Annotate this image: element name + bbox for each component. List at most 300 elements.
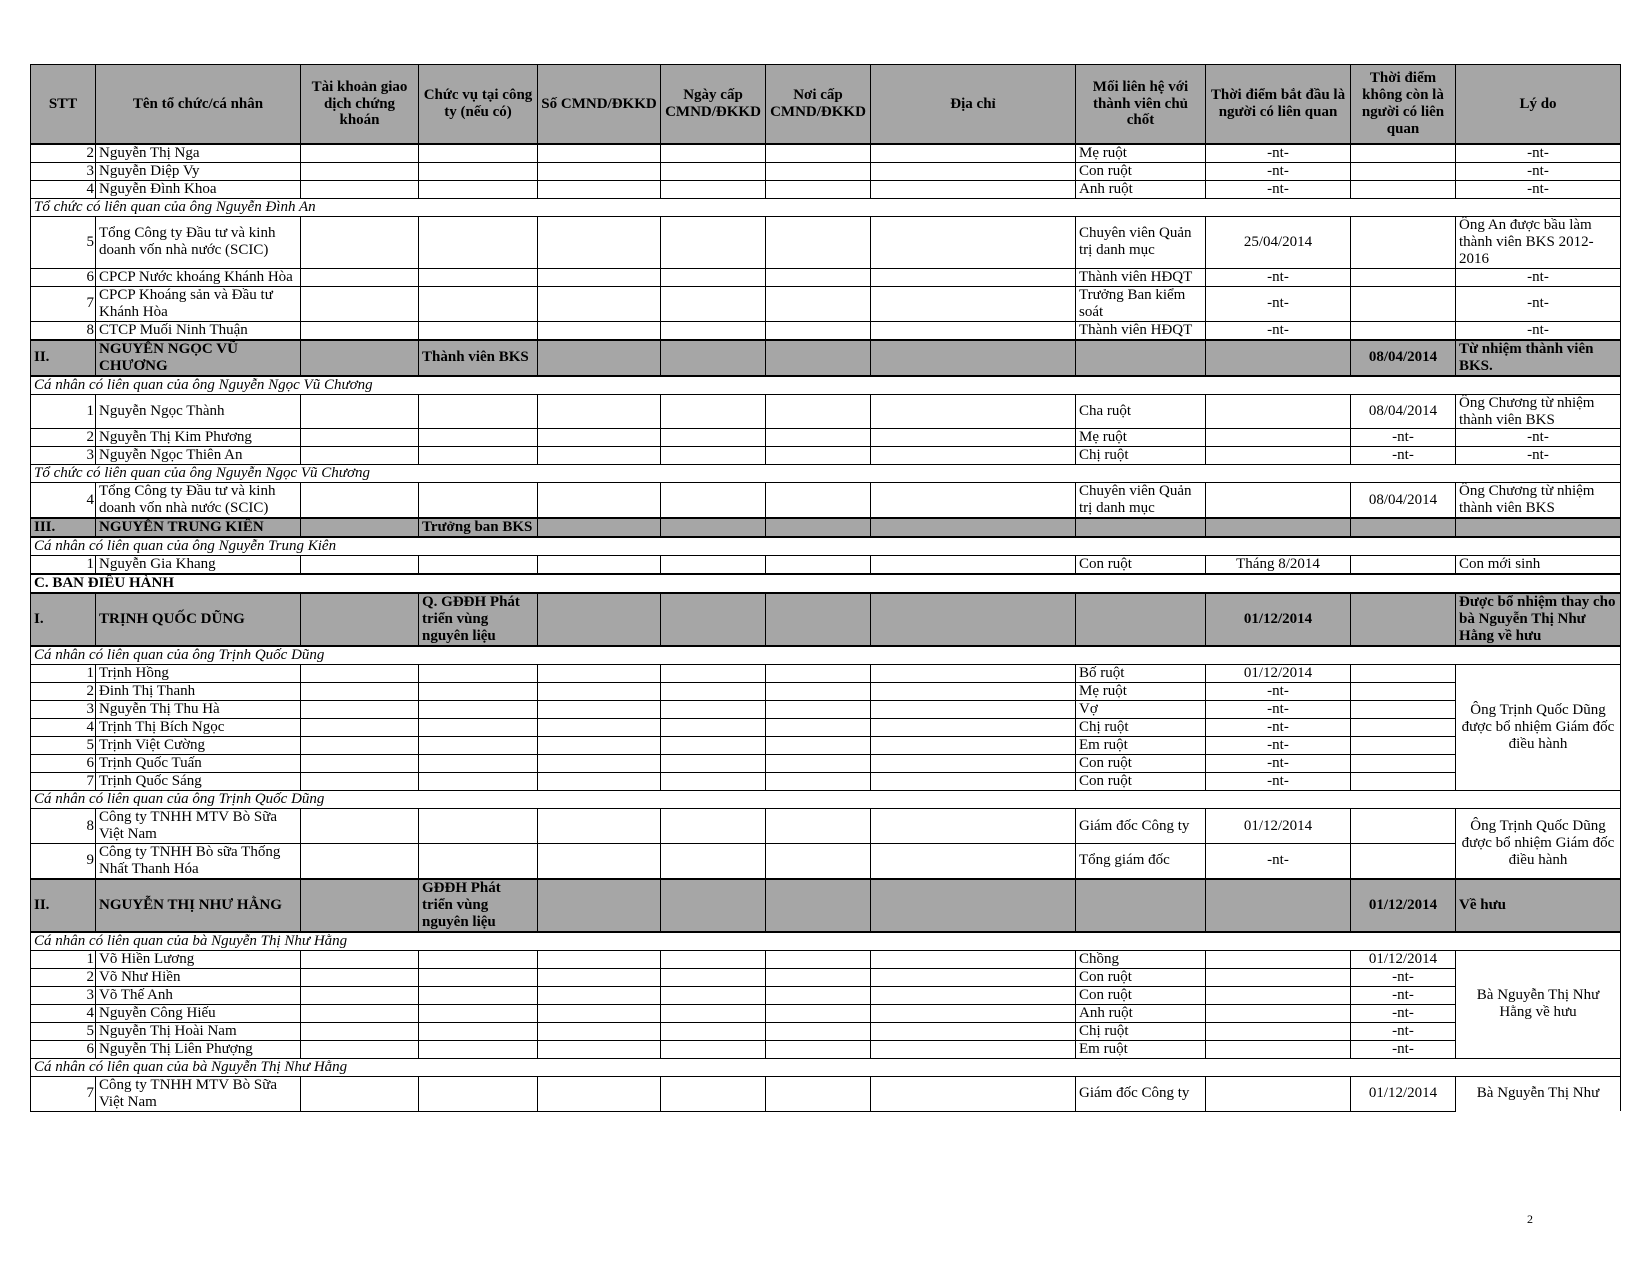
cell-id-issue-place [766, 809, 871, 844]
cell-address [871, 286, 1076, 321]
cell-relationship: Con ruột [1076, 986, 1206, 1004]
cell-id-issue-place [766, 665, 871, 683]
cell-name: CPCP Khoáng sản và Đầu tư Khánh Hòa [96, 286, 301, 321]
cell-id-issue-place [766, 163, 871, 181]
cell-start-time: Tháng 8/2014 [1206, 556, 1351, 575]
cell-end-time [1351, 719, 1456, 737]
cell-reason: -nt- [1456, 429, 1621, 447]
cell-relationship [1076, 593, 1206, 646]
cell-address [871, 701, 1076, 719]
cell-position [419, 968, 538, 986]
cell-start-time: -nt- [1206, 286, 1351, 321]
cell-account [301, 321, 419, 340]
cell-relationship: Thành viên HĐQT [1076, 268, 1206, 286]
table-row [31, 701, 1621, 719]
cell-start-time: -nt- [1206, 755, 1351, 773]
cell-address [871, 268, 1076, 286]
section-label: Cá nhân có liên quan của ông Trịnh Quốc Dũng [31, 646, 1621, 665]
cell-id-number [538, 986, 661, 1004]
cell-address [871, 217, 1076, 269]
cell-account [301, 737, 419, 755]
cell-account [301, 340, 419, 376]
cell-id-issue-date [661, 844, 766, 879]
cell-id-number [538, 447, 661, 465]
key-person-row [31, 879, 1621, 932]
cell-id-issue-place [766, 737, 871, 755]
cell-start-time [1206, 429, 1351, 447]
cell-position: Q. GĐĐH Phát triển vùng nguyên liệu [419, 593, 538, 646]
cell-id-number [538, 144, 661, 163]
cell-relationship: Bố ruột [1076, 665, 1206, 683]
cell-start-time: -nt- [1206, 773, 1351, 791]
cell-relationship: Trưởng Ban kiểm soát [1076, 286, 1206, 321]
cell-name: Đinh Thị Thanh [96, 683, 301, 701]
cell-address [871, 809, 1076, 844]
cell-id-issue-date [661, 483, 766, 518]
table-row [31, 755, 1621, 773]
cell-address [871, 1076, 1076, 1111]
cell-end-time: 01/12/2014 [1351, 879, 1456, 932]
cell-name: Tổng Công ty Đầu tư và kinh doanh vốn nhà nước (SCIC) [96, 217, 301, 269]
cell-id-issue-date [661, 1022, 766, 1040]
cell-relationship [1076, 340, 1206, 376]
cell-end-time [1351, 181, 1456, 199]
cell-relationship: Em ruột [1076, 737, 1206, 755]
cell-start-time [1206, 1076, 1351, 1111]
cell-end-time: 01/12/2014 [1351, 950, 1456, 968]
cell-stt: II. [31, 340, 96, 376]
column-header-start-time: Thời điểm bắt đầu là người có liên quan [1206, 65, 1351, 145]
cell-reason: Bà Nguyễn Thị Như [1456, 1076, 1621, 1111]
cell-name: CPCP Nước khoáng Khánh Hòa [96, 268, 301, 286]
cell-address [871, 1004, 1076, 1022]
cell-start-time [1206, 447, 1351, 465]
cell-stt: 3 [31, 163, 96, 181]
cell-end-time [1351, 144, 1456, 163]
section-label: Tổ chức có liên quan của ông Nguyễn Đình An [31, 199, 1621, 217]
cell-id-issue-place [766, 483, 871, 518]
cell-address [871, 518, 1076, 537]
cell-position [419, 683, 538, 701]
cell-end-time: -nt- [1351, 1022, 1456, 1040]
cell-id-issue-place [766, 447, 871, 465]
cell-id-number [538, 879, 661, 932]
table-row [31, 773, 1621, 791]
cell-position [419, 1040, 538, 1058]
cell-position [419, 268, 538, 286]
cell-account [301, 683, 419, 701]
cell-stt: 6 [31, 1040, 96, 1058]
cell-reason: Ông An được bầu làm thành viên BKS 2012-2016 [1456, 217, 1621, 269]
cell-account [301, 286, 419, 321]
cell-relationship: Mẹ ruột [1076, 429, 1206, 447]
cell-account [301, 556, 419, 575]
cell-start-time: 01/12/2014 [1206, 593, 1351, 646]
table-row [31, 394, 1621, 429]
column-header-end-time: Thời điểm không còn là người có liên quan [1351, 65, 1456, 145]
cell-id-number [538, 968, 661, 986]
cell-end-time [1351, 321, 1456, 340]
cell-position [419, 429, 538, 447]
section-label: Cá nhân có liên quan của ông Nguyễn Trung Kiên [31, 537, 1621, 556]
cell-account [301, 879, 419, 932]
table-row [31, 163, 1621, 181]
cell-start-time: -nt- [1206, 144, 1351, 163]
cell-position [419, 217, 538, 269]
cell-id-issue-place [766, 1076, 871, 1111]
cell-end-time [1351, 556, 1456, 575]
section-row [31, 646, 1621, 665]
cell-position [419, 483, 538, 518]
section-row [31, 537, 1621, 556]
table-row [31, 217, 1621, 269]
cell-account [301, 1004, 419, 1022]
cell-end-time: -nt- [1351, 429, 1456, 447]
cell-id-issue-place [766, 429, 871, 447]
cell-id-issue-date [661, 593, 766, 646]
cell-address [871, 429, 1076, 447]
cell-position [419, 394, 538, 429]
cell-stt: 2 [31, 968, 96, 986]
cell-account [301, 163, 419, 181]
cell-reason: -nt- [1456, 144, 1621, 163]
cell-address [871, 950, 1076, 968]
cell-start-time [1206, 879, 1351, 932]
cell-id-number [538, 556, 661, 575]
cell-end-time [1351, 755, 1456, 773]
cell-id-number [538, 286, 661, 321]
cell-stt: II. [31, 879, 96, 932]
cell-name: Nguyễn Thị Kim Phương [96, 429, 301, 447]
cell-end-time [1351, 268, 1456, 286]
table-row [31, 483, 1621, 518]
cell-start-time: -nt- [1206, 181, 1351, 199]
cell-relationship: Giám đốc Công ty [1076, 809, 1206, 844]
cell-name: Nguyễn Công Hiếu [96, 1004, 301, 1022]
cell-address [871, 1040, 1076, 1058]
cell-id-issue-place [766, 181, 871, 199]
cell-id-issue-place [766, 217, 871, 269]
cell-stt: 2 [31, 144, 96, 163]
cell-name: Nguyễn Thị Thu Hà [96, 701, 301, 719]
cell-account [301, 447, 419, 465]
column-header-id-issue-place: Nơi cấp CMND/ĐKKD [766, 65, 871, 145]
cell-stt: 4 [31, 1004, 96, 1022]
cell-account [301, 968, 419, 986]
table-row [31, 556, 1621, 575]
cell-account [301, 665, 419, 683]
column-header-relationship: Mối liên hệ với thành viên chủ chốt [1076, 65, 1206, 145]
table-row [31, 950, 1621, 968]
section-row [31, 791, 1621, 809]
cell-account [301, 429, 419, 447]
cell-stt: 1 [31, 394, 96, 429]
cell-id-number [538, 719, 661, 737]
cell-account [301, 809, 419, 844]
cell-end-time: 08/04/2014 [1351, 340, 1456, 376]
table-row [31, 286, 1621, 321]
cell-id-issue-date [661, 737, 766, 755]
cell-id-issue-place [766, 1040, 871, 1058]
cell-id-issue-date [661, 321, 766, 340]
section-label: Cá nhân có liên quan của bà Nguyễn Thị Như Hằng [31, 932, 1621, 951]
cell-relationship: Chị ruột [1076, 719, 1206, 737]
cell-position [419, 181, 538, 199]
cell-address [871, 556, 1076, 575]
cell-position [419, 719, 538, 737]
cell-name: Nguyễn Thị Nga [96, 144, 301, 163]
cell-id-issue-date [661, 1004, 766, 1022]
cell-end-time [1351, 844, 1456, 879]
column-header-id-number: Số CMND/ĐKKD [538, 65, 661, 145]
cell-end-time: -nt- [1351, 986, 1456, 1004]
column-header-position: Chức vụ tại công ty (nếu có) [419, 65, 538, 145]
cell-reason: Được bổ nhiệm thay cho bà Nguyễn Thị Như Hằng về hưu [1456, 593, 1621, 646]
cell-account [301, 394, 419, 429]
table-row [31, 1076, 1621, 1111]
cell-id-issue-place [766, 683, 871, 701]
cell-id-issue-place [766, 968, 871, 986]
cell-id-issue-place [766, 755, 871, 773]
cell-relationship: Anh ruột [1076, 1004, 1206, 1022]
cell-id-issue-date [661, 181, 766, 199]
cell-id-issue-date [661, 809, 766, 844]
column-header-reason: Lý do [1456, 65, 1621, 145]
cell-id-issue-place [766, 286, 871, 321]
cell-id-issue-date [661, 556, 766, 575]
cell-relationship: Chuyên viên Quản trị danh mục [1076, 483, 1206, 518]
table-row [31, 844, 1621, 879]
cell-address [871, 719, 1076, 737]
cell-id-issue-date [661, 773, 766, 791]
cell-start-time [1206, 968, 1351, 986]
cell-id-number [538, 483, 661, 518]
cell-id-number [538, 321, 661, 340]
cell-name: Nguyễn Diệp Vy [96, 163, 301, 181]
cell-address [871, 181, 1076, 199]
cell-reason: -nt- [1456, 268, 1621, 286]
table-body [31, 144, 1621, 1111]
cell-relationship [1076, 879, 1206, 932]
cell-start-time [1206, 986, 1351, 1004]
cell-stt: III. [31, 518, 96, 537]
cell-address [871, 844, 1076, 879]
cell-stt: 1 [31, 950, 96, 968]
cell-relationship: Con ruột [1076, 556, 1206, 575]
cell-name: Võ Như Hiền [96, 968, 301, 986]
cell-stt: I. [31, 593, 96, 646]
cell-position: GĐĐH Phát triển vùng nguyên liệu [419, 879, 538, 932]
cell-reason: Ông Chương từ nhiệm thành viên BKS [1456, 483, 1621, 518]
table-row [31, 321, 1621, 340]
cell-start-time [1206, 340, 1351, 376]
cell-relationship: Chị ruột [1076, 447, 1206, 465]
table-row [31, 665, 1621, 683]
cell-address [871, 447, 1076, 465]
cell-end-time [1351, 683, 1456, 701]
cell-position [419, 665, 538, 683]
cell-account [301, 1022, 419, 1040]
cell-id-issue-place [766, 950, 871, 968]
section-row [31, 199, 1621, 217]
cell-name: Trịnh Hồng [96, 665, 301, 683]
cell-reason: Ông Trịnh Quốc Dũng được bổ nhiệm Giám đốc điều hành [1456, 809, 1621, 879]
cell-id-number [538, 701, 661, 719]
cell-id-issue-date [661, 163, 766, 181]
cell-relationship: Con ruột [1076, 755, 1206, 773]
cell-id-number [538, 593, 661, 646]
cell-id-number [538, 340, 661, 376]
cell-start-time: -nt- [1206, 268, 1351, 286]
cell-account [301, 719, 419, 737]
cell-end-time [1351, 809, 1456, 844]
cell-end-time: 08/04/2014 [1351, 483, 1456, 518]
cell-address [871, 755, 1076, 773]
cell-position [419, 755, 538, 773]
cell-id-issue-date [661, 447, 766, 465]
cell-start-time [1206, 950, 1351, 968]
cell-id-issue-place [766, 719, 871, 737]
cell-id-issue-place [766, 394, 871, 429]
cell-name: Nguyễn Ngọc Thành [96, 394, 301, 429]
cell-id-number [538, 1022, 661, 1040]
cell-end-time: 01/12/2014 [1351, 1076, 1456, 1111]
cell-id-number [538, 394, 661, 429]
cell-end-time [1351, 665, 1456, 683]
cell-id-issue-place [766, 518, 871, 537]
cell-stt: 3 [31, 701, 96, 719]
cell-start-time [1206, 483, 1351, 518]
cell-address [871, 340, 1076, 376]
cell-id-number [538, 1040, 661, 1058]
cell-id-number [538, 755, 661, 773]
cell-start-time: -nt- [1206, 737, 1351, 755]
cell-stt: 1 [31, 665, 96, 683]
cell-id-issue-date [661, 394, 766, 429]
cell-id-issue-date [661, 950, 766, 968]
cell-id-number [538, 809, 661, 844]
cell-address [871, 394, 1076, 429]
cell-id-issue-date [661, 518, 766, 537]
cell-stt: 6 [31, 268, 96, 286]
cell-id-issue-date [661, 986, 766, 1004]
cell-start-time [1206, 1040, 1351, 1058]
cell-position [419, 986, 538, 1004]
header-row [31, 65, 1621, 145]
cell-stt: 5 [31, 217, 96, 269]
cell-reason: -nt- [1456, 181, 1621, 199]
section-row [31, 376, 1621, 395]
cell-end-time [1351, 737, 1456, 755]
cell-account [301, 1076, 419, 1111]
table-row [31, 968, 1621, 986]
cell-position [419, 1022, 538, 1040]
column-header-name: Tên tổ chức/cá nhân [96, 65, 301, 145]
cell-id-issue-date [661, 755, 766, 773]
cell-name: Công ty TNHH MTV Bò Sữa Việt Nam [96, 1076, 301, 1111]
cell-start-time: -nt- [1206, 321, 1351, 340]
cell-address [871, 879, 1076, 932]
cell-id-number [538, 217, 661, 269]
cell-relationship: Con ruột [1076, 968, 1206, 986]
cell-relationship: Cha ruột [1076, 394, 1206, 429]
cell-id-number [538, 268, 661, 286]
cell-id-issue-place [766, 986, 871, 1004]
cell-reason: Bà Nguyễn Thị Như Hằng về hưu [1456, 950, 1621, 1058]
table-row [31, 719, 1621, 737]
key-person-row [31, 593, 1621, 646]
cell-id-number [538, 1004, 661, 1022]
cell-position [419, 809, 538, 844]
cell-end-time [1351, 701, 1456, 719]
cell-account [301, 844, 419, 879]
cell-id-number [538, 518, 661, 537]
cell-id-issue-date [661, 879, 766, 932]
cell-account [301, 701, 419, 719]
cell-id-number [538, 844, 661, 879]
table-row [31, 683, 1621, 701]
cell-account [301, 593, 419, 646]
cell-id-issue-date [661, 665, 766, 683]
table-row [31, 268, 1621, 286]
cell-id-issue-date [661, 286, 766, 321]
cell-id-issue-date [661, 217, 766, 269]
cell-account [301, 181, 419, 199]
table-row [31, 1004, 1621, 1022]
cell-end-time: -nt- [1351, 1004, 1456, 1022]
cell-id-issue-date [661, 683, 766, 701]
cell-end-time: -nt- [1351, 1040, 1456, 1058]
cell-account [301, 773, 419, 791]
cell-relationship: Con ruột [1076, 773, 1206, 791]
cell-position [419, 321, 538, 340]
cell-start-time: -nt- [1206, 719, 1351, 737]
cell-account [301, 268, 419, 286]
cell-id-issue-place [766, 844, 871, 879]
cell-id-number [538, 665, 661, 683]
cell-end-time [1351, 217, 1456, 269]
table-row [31, 737, 1621, 755]
cell-id-issue-date [661, 968, 766, 986]
cell-id-number [538, 950, 661, 968]
table-header [31, 65, 1621, 145]
cell-stt: 7 [31, 1076, 96, 1111]
cell-address [871, 986, 1076, 1004]
column-header-address: Địa chỉ [871, 65, 1076, 145]
cell-start-time: 01/12/2014 [1206, 665, 1351, 683]
cell-address [871, 968, 1076, 986]
cell-account [301, 217, 419, 269]
cell-position [419, 447, 538, 465]
column-header-account: Tài khoản giao dịch chứng khoán [301, 65, 419, 145]
cell-start-time: -nt- [1206, 844, 1351, 879]
cell-stt: 5 [31, 737, 96, 755]
cell-stt: 3 [31, 447, 96, 465]
cell-id-issue-place [766, 879, 871, 932]
cell-relationship: Mẹ ruột [1076, 144, 1206, 163]
cell-address [871, 683, 1076, 701]
cell-account [301, 986, 419, 1004]
cell-position [419, 950, 538, 968]
table-row [31, 144, 1621, 163]
cell-position [419, 701, 538, 719]
cell-position [419, 1004, 538, 1022]
cell-id-number [538, 429, 661, 447]
cell-stt: 8 [31, 321, 96, 340]
cell-id-issue-place [766, 593, 871, 646]
cell-id-number [538, 683, 661, 701]
cell-reason [1456, 518, 1621, 537]
